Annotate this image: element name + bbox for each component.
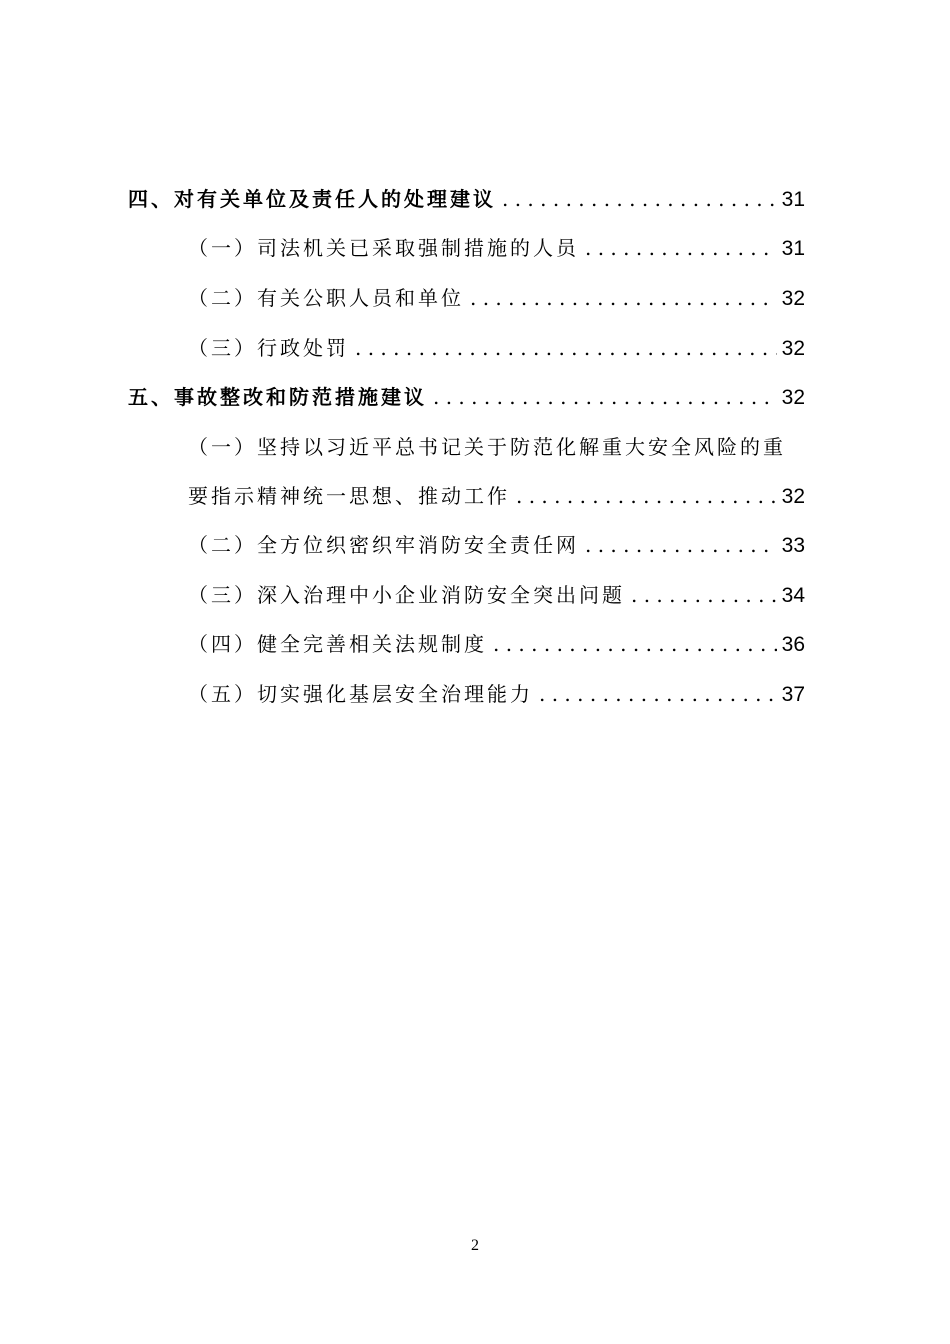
toc-entry-page: 32	[781, 386, 805, 409]
toc-entry-section-5[interactable]	[128, 377, 805, 417]
dot-leader	[464, 278, 777, 318]
dot-leader	[496, 179, 777, 219]
toc-entry-page: 37	[781, 683, 805, 706]
dot-leader	[579, 525, 777, 565]
toc-entry-page: 34	[781, 584, 805, 607]
dot-leader	[510, 476, 777, 516]
toc-entry-title: 要指示精神统一思想、推动工作	[188, 484, 510, 508]
dot-leader	[349, 328, 777, 368]
dot-leader	[579, 228, 777, 268]
toc-entry-title: （一）司法机关已采取强制措施的人员	[188, 236, 579, 260]
dot-leader	[427, 377, 777, 417]
toc-entry-title: 五、事故整改和防范措施建议	[128, 385, 427, 409]
dot-leader	[487, 624, 777, 664]
toc-entry-4-2[interactable]	[188, 278, 805, 318]
dot-leader	[625, 575, 777, 615]
toc-entry-5-2[interactable]	[188, 525, 805, 565]
toc-entry-5-3[interactable]	[188, 575, 805, 615]
toc-entry-5-1-line1[interactable]: （一）坚持以习近平总书记关于防范化解重大安全风险的重	[188, 435, 786, 459]
toc-entry-page: 32	[781, 287, 805, 310]
toc-entry-title: （二）有关公职人员和单位	[188, 286, 464, 310]
toc-entry-page: 33	[781, 534, 805, 557]
toc-entry-5-5[interactable]	[188, 674, 805, 714]
toc-entry-5-4[interactable]	[188, 624, 805, 664]
toc-entry-section-4[interactable]	[128, 179, 805, 219]
toc-entry-page: 31	[781, 237, 805, 260]
toc-entry-4-1[interactable]	[188, 228, 805, 268]
toc-entry-4-3[interactable]	[188, 328, 805, 368]
toc-entry-page: 31	[781, 188, 805, 211]
toc-entry-title: 四、对有关单位及责任人的处理建议	[128, 187, 496, 211]
dot-leader	[533, 674, 777, 714]
toc-entry-5-1[interactable]	[188, 476, 805, 516]
toc-entry-title: （三）深入治理中小企业消防安全突出问题	[188, 583, 625, 607]
toc-entry-title: （二）全方位织密织牢消防安全责任网	[188, 533, 579, 557]
toc-entry-title: （五）切实强化基层安全治理能力	[188, 682, 533, 706]
page-number: 2	[471, 1237, 479, 1254]
toc-entry-page: 36	[781, 633, 805, 656]
toc-entry-page: 32	[781, 485, 805, 508]
toc-entry-page: 32	[781, 337, 805, 360]
toc-entry-title: （四）健全完善相关法规制度	[188, 632, 487, 656]
toc-entry-title: （三）行政处罚	[188, 336, 349, 360]
